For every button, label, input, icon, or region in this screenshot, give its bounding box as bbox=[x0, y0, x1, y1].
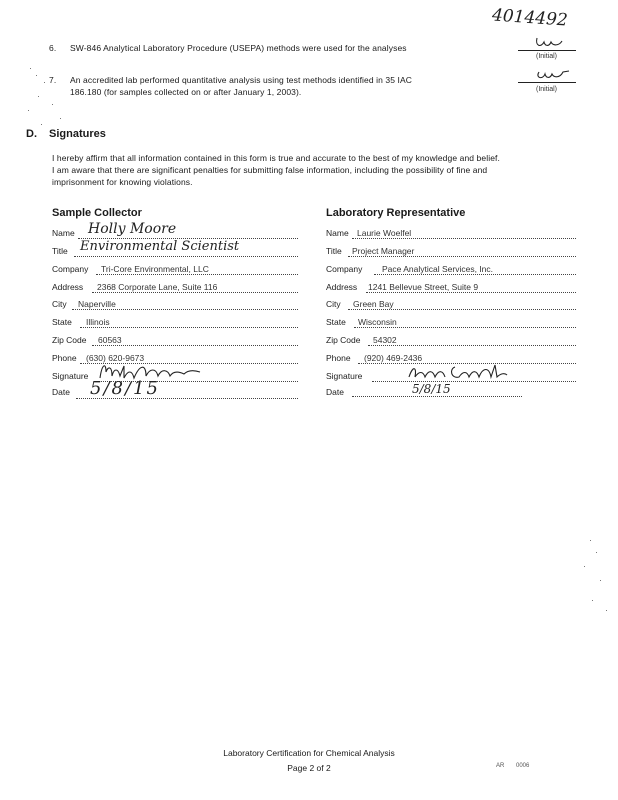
lab-city-value: Green Bay bbox=[353, 299, 394, 309]
lab-zip-label: Zip Code bbox=[326, 335, 361, 345]
sample-collector-heading: Sample Collector bbox=[52, 207, 142, 219]
item-6-text: SW-846 Analytical Laboratory Procedure (USEPA) methods were used for the analyses bbox=[70, 43, 407, 53]
affirmation-line-3: imprisonment for knowing violations. bbox=[52, 177, 193, 187]
footer-page-number: Page 2 of 2 bbox=[287, 763, 331, 773]
collector-title-label: Title bbox=[52, 246, 68, 256]
lab-phone-label: Phone bbox=[326, 353, 351, 363]
lab-title-label: Title bbox=[326, 246, 342, 256]
collector-phone-value: (630) 620-9673 bbox=[86, 353, 145, 363]
item-7-text-line2: 186.180 (for samples collected on or after January 1, 2003). bbox=[70, 87, 302, 97]
collector-title-value: Environmental Scientist bbox=[80, 239, 240, 254]
lab-name-label: Name bbox=[326, 228, 349, 238]
footer-title: Laboratory Certification for Chemical Analysis bbox=[223, 748, 395, 758]
collector-address-value: 2368 Corporate Lane, Suite 116 bbox=[97, 282, 218, 292]
lab-title-line bbox=[348, 256, 576, 257]
handwritten-document-id: 4014492 bbox=[491, 5, 569, 31]
collector-phone-label: Phone bbox=[52, 353, 77, 363]
collector-title-line bbox=[74, 256, 298, 257]
footer-code: AR bbox=[496, 763, 505, 769]
lab-date-label: Date bbox=[326, 387, 344, 397]
lab-zip-value: 54302 bbox=[373, 335, 397, 345]
item-6-initial-label: (Initial) bbox=[536, 53, 558, 60]
collector-name-value: Holly Moore bbox=[88, 221, 177, 237]
lab-signature-label: Signature bbox=[326, 371, 363, 381]
collector-address-label: Address bbox=[52, 282, 84, 292]
collector-city-label: City bbox=[52, 299, 67, 309]
item-6-initial-mark bbox=[527, 34, 577, 50]
lab-state-line bbox=[354, 327, 576, 328]
collector-date-value: 5/8/15 bbox=[90, 378, 160, 399]
collector-zip-line bbox=[92, 345, 298, 346]
collector-company-line bbox=[96, 274, 298, 275]
collector-address-line bbox=[92, 292, 298, 293]
collector-date-line bbox=[76, 398, 298, 399]
lab-company-label: Company bbox=[326, 264, 363, 274]
item-6-initial-line bbox=[518, 50, 576, 51]
lab-state-label: State bbox=[326, 317, 346, 327]
lab-signature-line bbox=[372, 381, 576, 382]
collector-state-label: State bbox=[52, 317, 72, 327]
lab-address-value: 1241 Bellevue Street, Suite 9 bbox=[368, 282, 479, 292]
lab-name-value: Laurie Woelfel bbox=[357, 228, 412, 238]
lab-name-line bbox=[352, 238, 576, 239]
item-7-text-line1: An accredited lab performed quantitative analysis using test methods identified in 35 IAC bbox=[70, 75, 413, 85]
lab-title-value: Project Manager bbox=[352, 246, 415, 256]
footer-code-number: 0006 bbox=[516, 763, 530, 769]
affirmation-line-2: I am aware that there are significant penalties for submitting false information, including the possibility of fine and bbox=[52, 165, 488, 175]
lab-address-label: Address bbox=[326, 282, 358, 292]
collector-company-label: Company bbox=[52, 264, 89, 274]
lab-representative-heading: Laboratory Representative bbox=[326, 207, 466, 219]
lab-company-value: Pace Analytical Services, Inc. bbox=[382, 264, 494, 274]
lab-signature-image bbox=[405, 361, 510, 383]
section-letter: D. bbox=[26, 128, 37, 140]
lab-state-value: Wisconsin bbox=[358, 317, 397, 327]
collector-signature-label: Signature bbox=[52, 371, 89, 381]
lab-date-line bbox=[352, 396, 522, 397]
collector-name-label: Name bbox=[52, 228, 75, 238]
lab-date-value: 5/8/15 bbox=[412, 382, 451, 396]
item-7-initial-label: (Initial) bbox=[536, 86, 558, 93]
item-7-number: 7. bbox=[49, 75, 57, 85]
lab-city-label: City bbox=[326, 299, 341, 309]
lab-zip-line bbox=[368, 345, 576, 346]
item-7-initial-mark bbox=[527, 66, 577, 82]
collector-state-line bbox=[80, 327, 298, 328]
collector-city-value: Naperville bbox=[78, 299, 116, 309]
affirmation-line-1: I hereby affirm that all information contained in this form is true and accurate to the best of my knowledge and belief. bbox=[52, 153, 500, 163]
collector-zip-label: Zip Code bbox=[52, 335, 87, 345]
lab-phone-value: (920) 469-2436 bbox=[364, 353, 423, 363]
item-6-number: 6. bbox=[49, 43, 57, 53]
collector-company-value: Tri-Core Environmental, LLC bbox=[101, 264, 209, 274]
collector-zip-value: 60563 bbox=[98, 335, 122, 345]
collector-city-line bbox=[72, 309, 298, 310]
collector-date-label: Date bbox=[52, 387, 70, 397]
item-7-initial-line bbox=[518, 82, 576, 83]
lab-city-line bbox=[348, 309, 576, 310]
collector-state-value: Illinois bbox=[86, 317, 110, 327]
lab-company-line bbox=[374, 274, 576, 275]
lab-address-line bbox=[366, 292, 576, 293]
section-title: Signatures bbox=[49, 128, 106, 140]
